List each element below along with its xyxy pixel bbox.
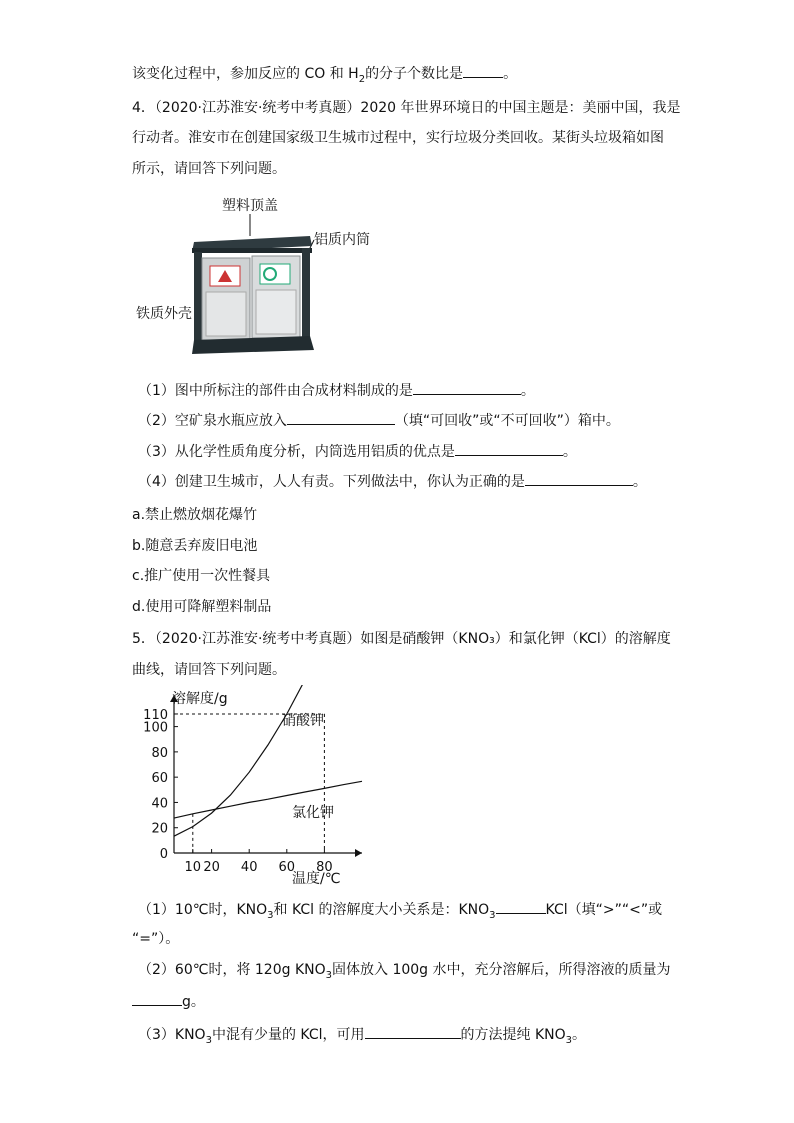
y-tick-label: 80 — [151, 745, 168, 761]
y-tick-label: 60 — [151, 771, 168, 787]
y-axis-label: 溶解度/g — [172, 691, 228, 707]
y-tick-label: 20 — [151, 821, 168, 837]
q4-intro-line2: 行动者。淮安市在创建国家级卫生城市过程中，实行垃圾分类回收。某街头垃圾箱如图 — [132, 130, 664, 146]
answer-blank[interactable] — [463, 63, 503, 78]
label-plastic-lid: 塑料顶盖 — [222, 198, 278, 214]
trash-bin-figure — [132, 190, 372, 360]
option-d: d.使用可降解塑料制品 — [132, 599, 272, 615]
answer-blank[interactable] — [525, 471, 633, 486]
q5-sub1: （1）10℃时，$KNO_3$和 KCl 的溶解度大小关系是：$KNO_3$ KCl（填“>”“<”或 — [138, 899, 662, 920]
series-label-kcl: 氯化钾 — [292, 805, 334, 821]
y-tick-label: 110 — [143, 707, 168, 723]
label-aluminum-inner: 铝质内筒 — [314, 232, 370, 248]
x-tick-label: 60 — [278, 860, 296, 875]
x-tick-label: 80 — [316, 860, 333, 875]
y-tick-label: 0 — [159, 847, 168, 862]
y-tick-label: 40 — [151, 796, 168, 812]
answer-blank[interactable] — [413, 380, 521, 395]
q5-intro-line2: 曲线，请回答下列问题。 — [132, 662, 286, 678]
q4-sub2: （2）空矿泉水瓶应放入 （填“可回收”或“不可回收”）箱中。 — [138, 410, 620, 431]
option-a: a.禁止燃放烟花爆竹 — [132, 507, 258, 523]
answer-blank[interactable] — [365, 1024, 461, 1039]
x-tick-label: 10 — [184, 860, 202, 875]
x-axis-arrow — [355, 849, 362, 857]
answer-blank[interactable] — [287, 410, 395, 425]
series-label-kno3: 硝酸钾 — [282, 713, 324, 729]
x-tick-label: 20 — [203, 860, 220, 875]
answer-blank[interactable] — [496, 899, 546, 914]
q4-intro-line1: 4．（2020·江苏淮安·统考中考真题）2020 年世界环境日的中国主题是：美丽中国，我是 — [132, 100, 681, 116]
q4-sub3: （3）从化学性质角度分析，内筒选用铝质的优点是 。 — [138, 441, 577, 462]
q5-sub3: $(3)KNO_3$中混有少量的 KCl，可用 的方法提纯 $KNO_3$。 — [138, 1024, 586, 1045]
answer-blank[interactable] — [455, 441, 563, 456]
solubility-chart — [132, 685, 372, 890]
q5-sub2-line2: g。 — [132, 991, 205, 1012]
x-tick-label: 40 — [240, 860, 258, 875]
y-tick-label: 100 — [143, 720, 168, 736]
option-b: b.随意丢弃废旧电池 — [132, 538, 258, 554]
option-c: c.推广使用一次性餐具 — [132, 568, 271, 584]
q5-sub1-line2: “=”）。 — [132, 931, 180, 947]
q4-sub1: （1）图中所标注的部件由合成材料制成的是 。 — [138, 380, 535, 401]
q5-intro-line1: 5．（2020·江苏淮安·统考中考真题）如图是硝酸钾（KNO₃）和氯化钾（KCl）的溶解度 — [132, 631, 671, 647]
q3-tail-line: 该变化过程中，参加反应的 CO 和 $H_2$的分子个数比是 。 — [132, 63, 517, 84]
q5-sub2: （2）60℃时，将 120g $KNO_3$固体放入 100g 水中，充分溶解后，所得溶液的质量为 — [138, 962, 671, 981]
answer-blank[interactable] — [132, 991, 182, 1006]
q4-sub4: （4）创建卫生城市，人人有责。下列做法中，你认为正确的是 。 — [138, 471, 647, 492]
label-iron-shell: 铁质外壳 — [136, 306, 192, 322]
x-axis-label: 温度/℃ — [292, 871, 341, 887]
q4-intro-line3: 所示，请回答下列问题。 — [132, 161, 286, 177]
